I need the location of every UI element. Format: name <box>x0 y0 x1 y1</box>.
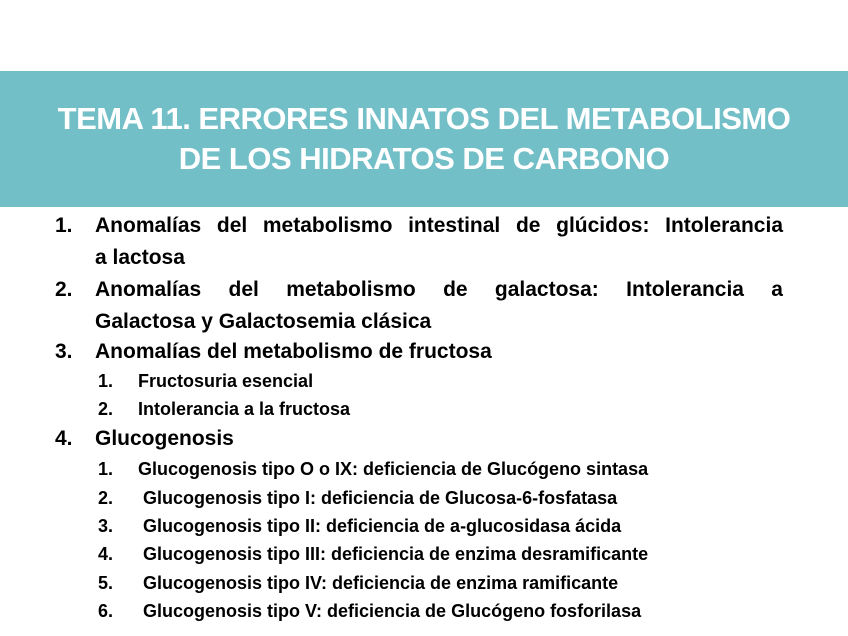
list-item-text: Glucogenosis <box>95 427 234 450</box>
sublist-item <box>0 487 848 509</box>
list-item-1 <box>0 214 848 238</box>
sublist-item-text: Intolerancia a la fructosa <box>138 399 351 419</box>
sublist-item-text: Glucogenosis tipo III: deficiencia de enzima desramificante <box>143 544 649 564</box>
sublist-item <box>0 543 848 565</box>
list-item-number: 2. <box>55 278 73 301</box>
sublist-item-number: 6. <box>98 601 114 621</box>
sublist-item-text: Glucogenosis tipo I: deficiencia de Glucosa-6-fosfatasa <box>143 488 618 508</box>
sublist-item <box>0 398 848 420</box>
list-item-number: 1. <box>55 214 73 237</box>
sublist-item-number: 1. <box>98 459 114 479</box>
slide-title-line-2: DE LOS HIDRATOS DE CARBONO <box>178 141 670 176</box>
slide-title-line-1: TEMA 11. ERRORES INNATOS DEL METABOLISMO <box>57 101 791 136</box>
sublist-item <box>0 370 848 392</box>
list-item-2-continuation <box>0 310 848 334</box>
list-item-text: a lactosa <box>95 246 185 269</box>
list-item-text: Galactosa y Galactosemia clásica <box>95 310 432 333</box>
sublist-item <box>0 458 848 480</box>
list-item-4 <box>0 427 848 451</box>
sublist-item <box>0 600 848 622</box>
list-item-3 <box>0 340 848 364</box>
sublist-item-number: 5. <box>98 573 114 593</box>
sublist-item-number: 1. <box>98 371 114 391</box>
sublist-item <box>0 572 848 594</box>
list-item-1-continuation <box>0 246 848 270</box>
sublist-item-number: 4. <box>98 544 114 564</box>
list-item-2 <box>0 278 848 302</box>
sublist-item-text: Fructosuria esencial <box>138 371 314 391</box>
sublist-item-number: 3. <box>98 516 114 536</box>
sublist-item-number: 2. <box>98 488 114 508</box>
sublist-item-text: Glucogenosis tipo IV: deficiencia de enzima ramificante <box>143 573 619 593</box>
sublist-item-text: Glucogenosis tipo V: deficiencia de Glucógeno fosforilasa <box>143 601 642 621</box>
sublist-item <box>0 515 848 537</box>
list-item-text: Anomalías del metabolismo de galactosa: Intolerancia a <box>95 278 783 301</box>
sublist-item-number: 2. <box>98 399 114 419</box>
list-item-text: Anomalías del metabolismo intestinal de glúcidos: Intolerancia <box>95 214 783 237</box>
sublist-item-text: Glucogenosis tipo II: deficiencia de a-glucosidasa ácida <box>143 516 622 536</box>
sublist-item-text: Glucogenosis tipo O o IX: deficiencia de Glucógeno sintasa <box>138 459 649 479</box>
list-item-text: Anomalías del metabolismo de fructosa <box>95 340 492 363</box>
list-item-number: 4. <box>55 427 73 450</box>
list-item-number: 3. <box>55 340 73 363</box>
